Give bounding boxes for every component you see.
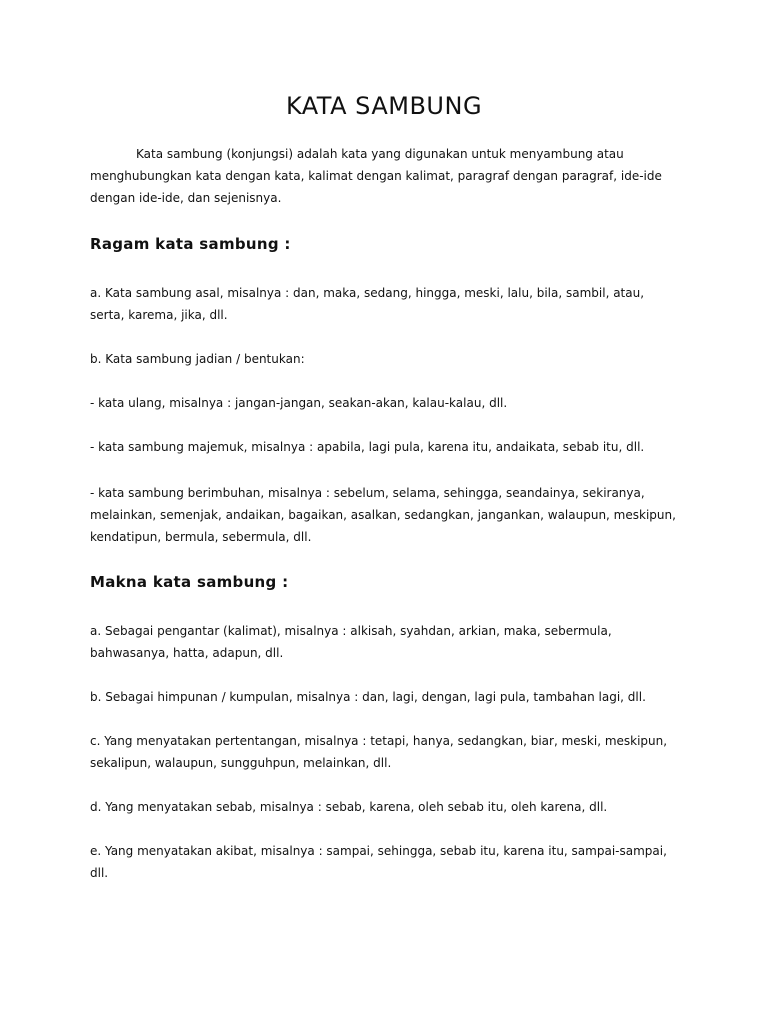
ragam-item-a: a. Kata sambung asal, misalnya : dan, maka, sedang, hingga, meski, lalu, bila, sambil, atau, serta, karema, jika, dll. <box>90 286 645 322</box>
ragam-item-majemuk: - kata sambung majemuk, misalnya : apabila, lagi pula, karena itu, andaikata, sebab itu, dll. <box>90 440 645 454</box>
makna-item-b: b. Sebagai himpunan / kumpulan, misalnya : dan, lagi, dengan, lagi pula, tambahan lagi, dll. <box>90 690 646 704</box>
document-title: KATA SAMBUNG <box>285 92 483 120</box>
makna-item-e: e. Yang menyatakan akibat, misalnya : sampai, sehingga, sebab itu, karena itu, sampai-sampai, dll. <box>90 844 667 880</box>
section-heading-ragam: Ragam kata sambung : <box>90 235 291 253</box>
makna-item-c: c. Yang menyatakan pertentangan, misalnya : tetapi, hanya, sedangkan, biar, meski, meskipun, sekalipun, walaupun, sungguhpun, melainkan, dll. <box>90 734 668 770</box>
makna-item-a: a. Sebagai pengantar (kalimat), misalnya : alkisah, syahdan, arkian, maka, sebermula, bahwasanya, hatta, adapun, dll. <box>90 624 612 660</box>
intro-paragraph: Kata sambung (konjungsi) adalah kata yang digunakan untuk menyambung atau menghubungkan kata dengan kata, kalimat dengan kalimat, paragraf dengan paragraf, ide-ide dengan ide-ide, dan sejenisnya. <box>90 147 662 205</box>
ragam-item-berimbuhan: - kata sambung berimbuhan, misalnya : sebelum, selama, sehingga, seandainya, sekiranya, melainkan, semenjak, andaikan, bagaikan, asalkan, sedangkan, jangankan, walaupun, meskipun, kendatipun, bermula, sebermula, dll. <box>90 486 676 544</box>
makna-item-d: d. Yang menyatakan sebab, misalnya : sebab, karena, oleh sebab itu, oleh karena, dll. <box>90 800 608 814</box>
ragam-item-kata-ulang: - kata ulang, misalnya : jangan-jangan, seakan-akan, kalau-kalau, dll. <box>90 396 508 410</box>
section-heading-makna: Makna kata sambung : <box>90 573 289 591</box>
ragam-item-b: b. Kata sambung jadian / bentukan: <box>90 352 305 366</box>
